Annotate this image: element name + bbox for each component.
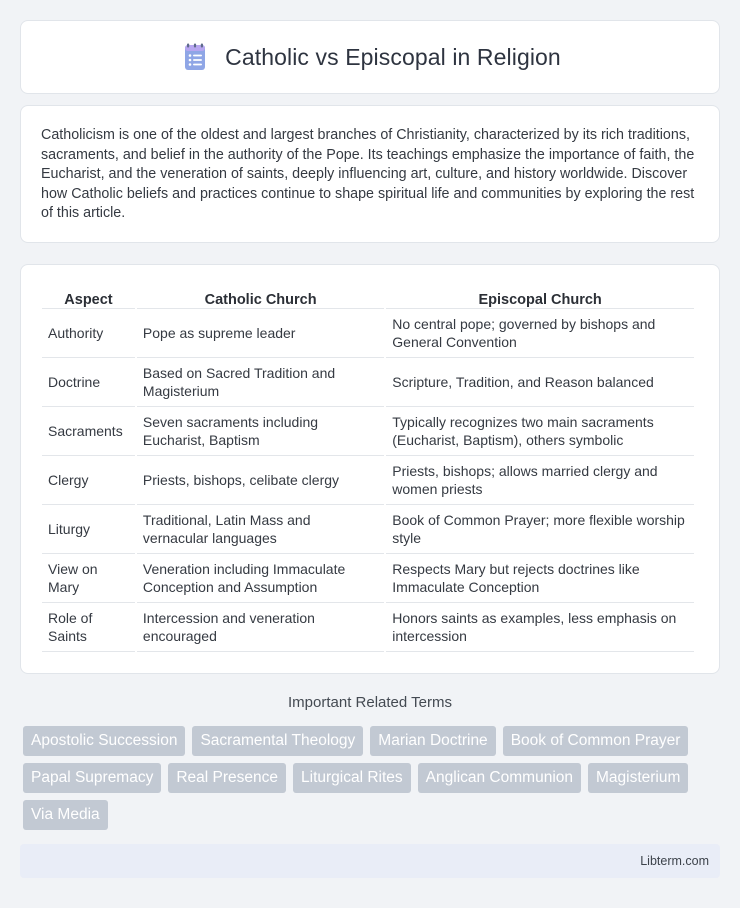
table-row: [42, 358, 694, 407]
header-aspect: Aspect: [42, 287, 135, 309]
table-row: [42, 505, 694, 554]
document-list-icon: [179, 41, 211, 73]
table-row: [42, 309, 694, 358]
cell-aspect: Authority: [42, 309, 135, 358]
cell-episcopal: Typically recognizes two main sacraments (Eucharist, Baptism), others symbolic: [386, 407, 694, 456]
comparison-table: [40, 287, 696, 652]
tag-book-of-common-prayer[interactable]: Book of Common Prayer: [503, 726, 689, 756]
cell-catholic: Traditional, Latin Mass and vernacular languages: [137, 505, 384, 554]
related-terms-list: [23, 726, 723, 830]
cell-episcopal: Priests, bishops; allows married clergy and women priests: [386, 456, 694, 505]
cell-episcopal: Scripture, Tradition, and Reason balanced: [386, 358, 694, 407]
tag-papal-supremacy[interactable]: Papal Supremacy: [23, 763, 161, 793]
cell-aspect: Role of Saints: [42, 603, 135, 652]
cell-aspect: Clergy: [42, 456, 135, 505]
cell-catholic: Veneration including Immaculate Conception and Assumption: [137, 554, 384, 603]
cell-aspect: Liturgy: [42, 505, 135, 554]
table-row: [42, 407, 694, 456]
tag-via-media[interactable]: Via Media: [23, 800, 108, 830]
comparison-table-card: [20, 264, 720, 674]
cell-episcopal: Respects Mary but rejects doctrines like Immaculate Conception: [386, 554, 694, 603]
tag-real-presence[interactable]: Real Presence: [168, 763, 286, 793]
tag-marian-doctrine[interactable]: Marian Doctrine: [370, 726, 495, 756]
header-card: [20, 20, 720, 94]
cell-aspect: Sacraments: [42, 407, 135, 456]
table-row: [42, 554, 694, 603]
cell-episcopal: No central pope; governed by bishops and General Convention: [386, 309, 694, 358]
title-wrap: [179, 41, 561, 73]
footer-brand-link[interactable]: Libterm.com: [640, 854, 709, 868]
cell-aspect: View on Mary: [42, 554, 135, 603]
related-terms-title: Important Related Terms: [288, 694, 452, 711]
cell-catholic: Based on Sacred Tradition and Magisterium: [137, 358, 384, 407]
cell-aspect: Doctrine: [42, 358, 135, 407]
page-title: Catholic vs Episcopal in Religion: [225, 43, 561, 70]
tag-sacramental-theology[interactable]: Sacramental Theology: [192, 726, 363, 756]
cell-catholic: Seven sacraments including Eucharist, Baptism: [137, 407, 384, 456]
intro-text: Catholicism is one of the oldest and largest branches of Christianity, characterized by its rich traditions, sacraments, and belief in the authority of the Pope. Its teachings emphasize the importance of faith, the Eucharist, and the veneration of saints, deeply influencing art, culture, and history worldwide. Discover how Catholic beliefs and practices continue to shape spiritual life and communities by exploring the rest of this article.: [41, 127, 695, 221]
cell-catholic: Priests, bishops, celibate clergy: [137, 456, 384, 505]
table-header-row: [42, 287, 694, 309]
footer: [20, 844, 720, 878]
cell-catholic: Pope as supreme leader: [137, 309, 384, 358]
cell-episcopal: Honors saints as examples, less emphasis on intercession: [386, 603, 694, 652]
intro-card: [20, 105, 720, 243]
header-catholic: Catholic Church: [137, 287, 384, 309]
cell-catholic: Intercession and veneration encouraged: [137, 603, 384, 652]
tag-magisterium[interactable]: Magisterium: [588, 763, 688, 793]
table-row: [42, 603, 694, 652]
tag-liturgical-rites[interactable]: Liturgical Rites: [293, 763, 411, 793]
header-episcopal: Episcopal Church: [386, 287, 694, 309]
tag-apostolic-succession[interactable]: Apostolic Succession: [23, 726, 185, 756]
tag-anglican-communion[interactable]: Anglican Communion: [418, 763, 581, 793]
cell-episcopal: Book of Common Prayer; more flexible worship style: [386, 505, 694, 554]
table-row: [42, 456, 694, 505]
